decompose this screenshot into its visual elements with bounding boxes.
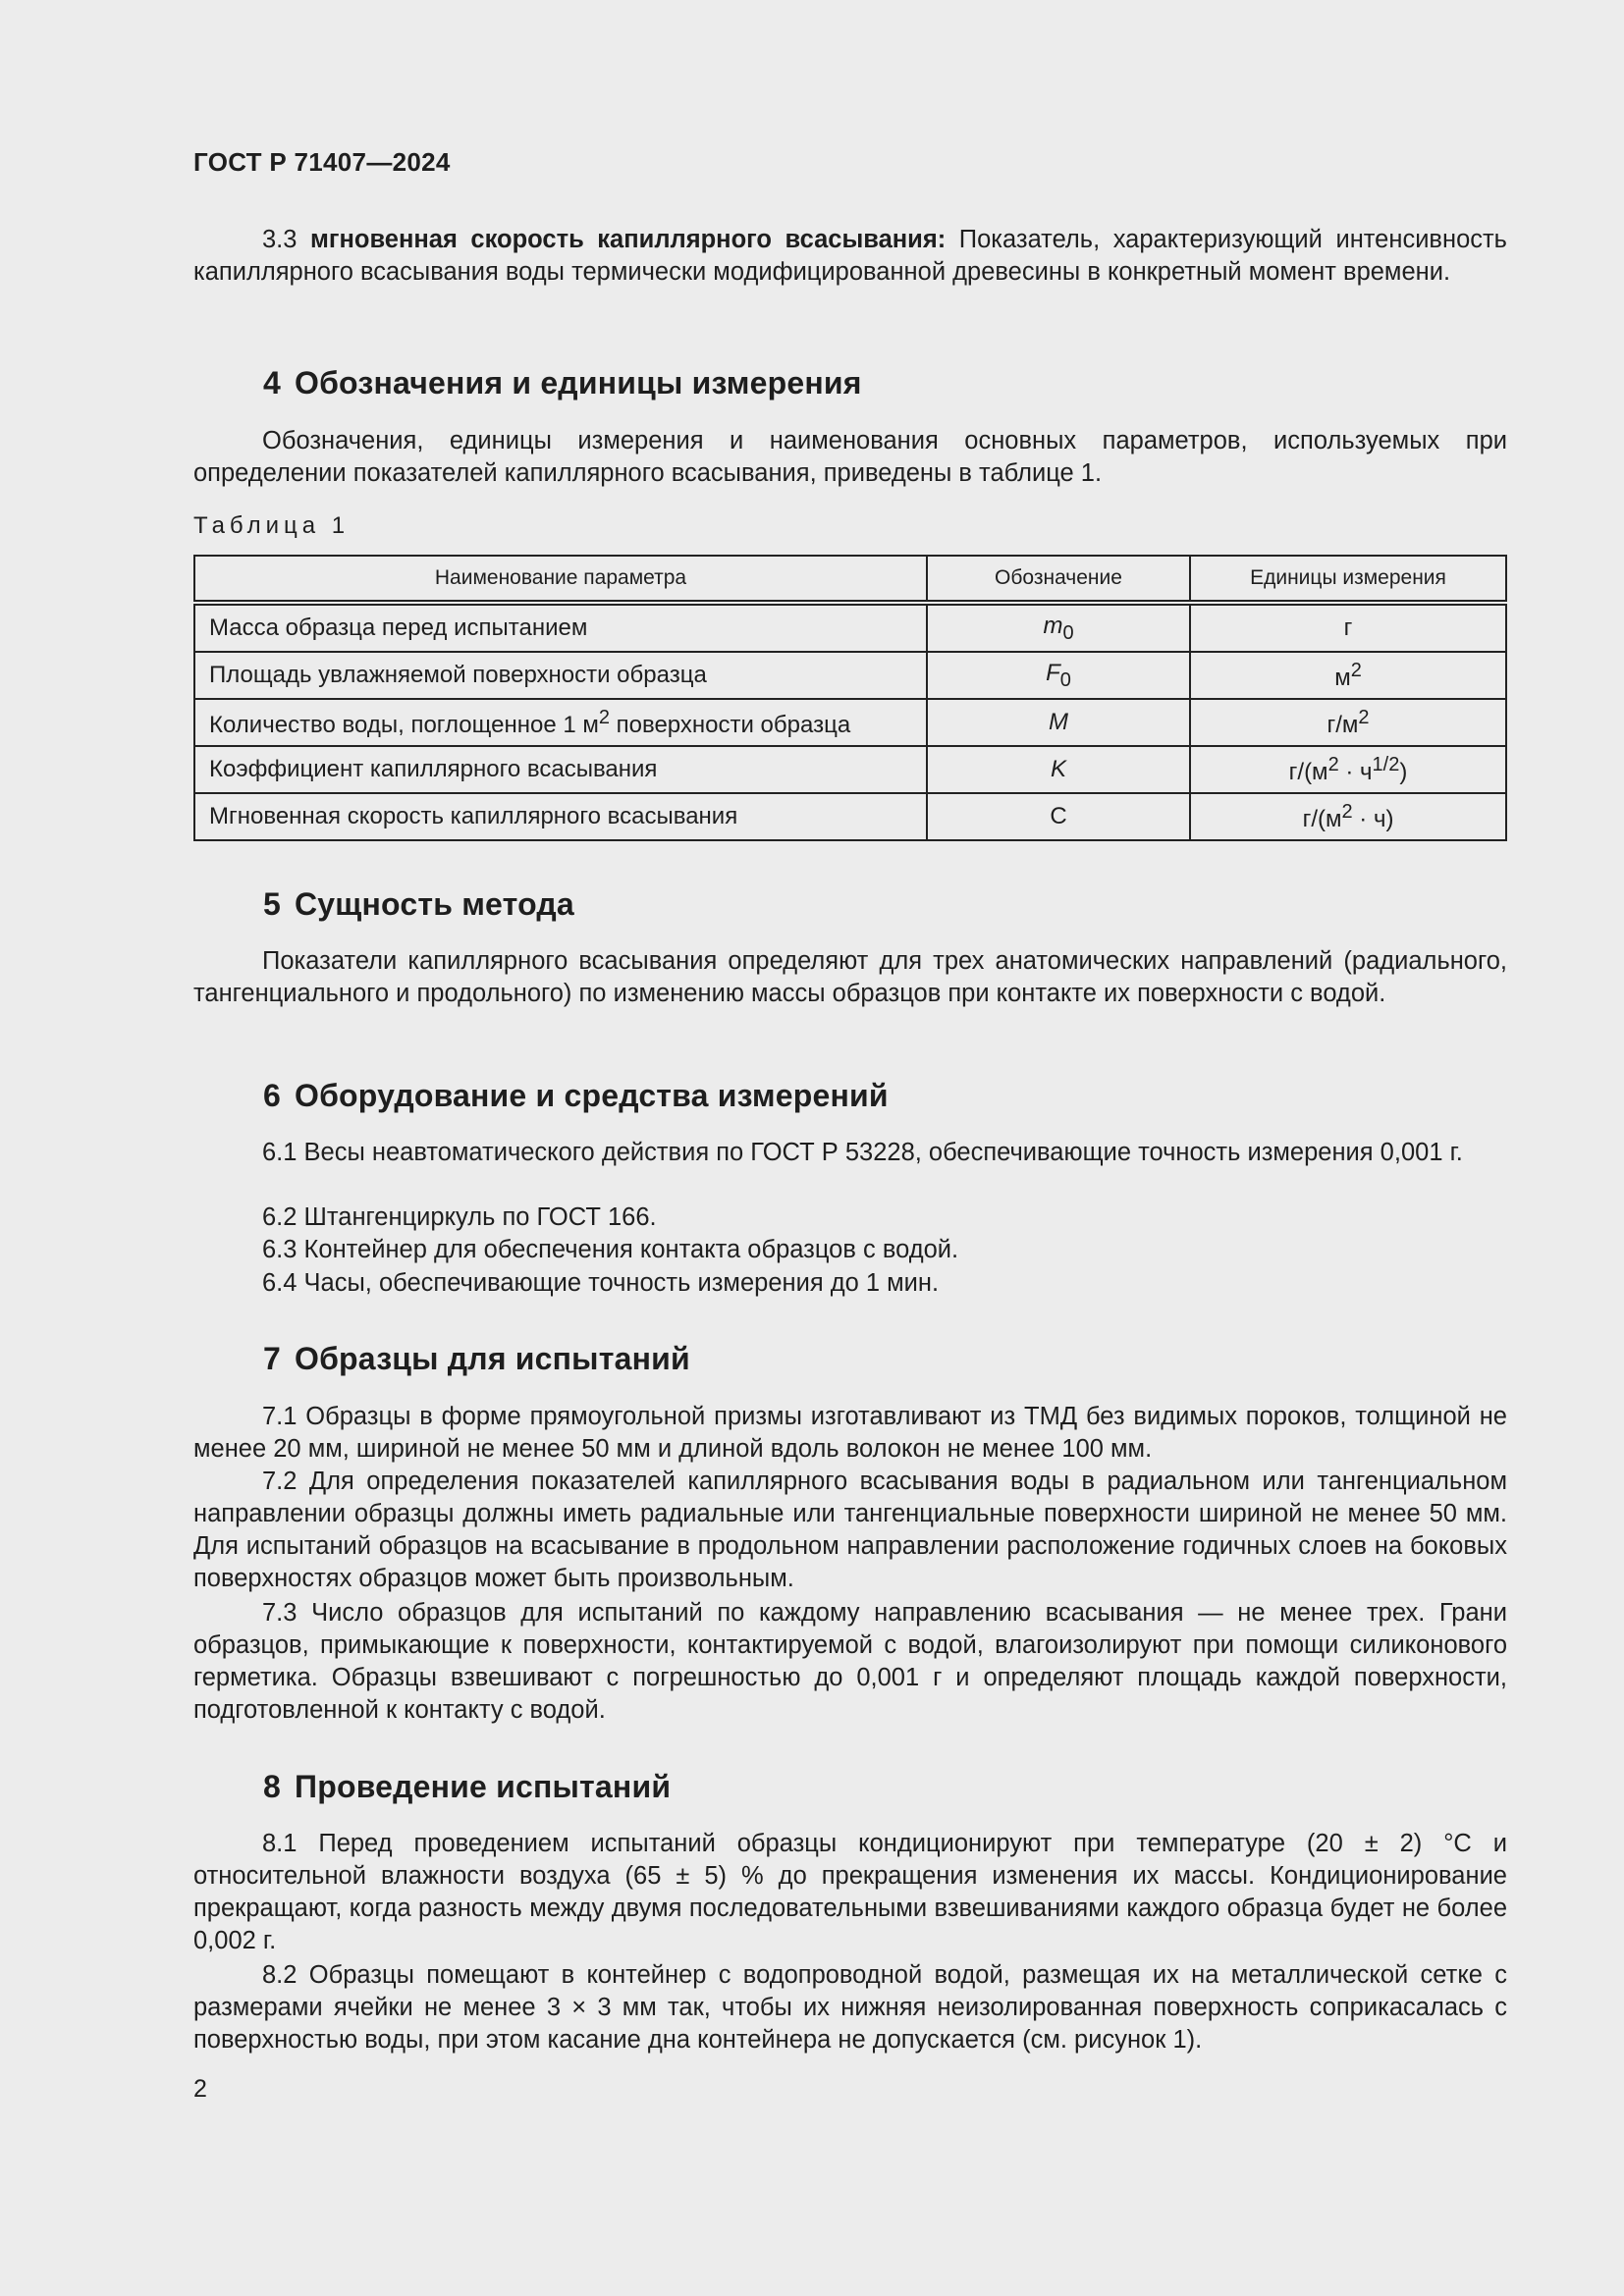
clause-7-2: 7.2 Для определения показателей капиллярного всасывания воды в радиальном или тангенциальном направлении образцы должны иметь радиальные или тангенциальные поверхности шириной не менее 50 мм. Для испытаний образцов на всасывание в продольном направлении расположение годичных слоев на боковых поверхностях образцов может быть произвольным.: [193, 1468, 1507, 1592]
section-5-heading: [263, 886, 574, 923]
clause-7-1: 7.1 Образцы в форме прямоугольной призмы изготавливают из ТМД без видимых пороков, толщиной не менее 20 мм, шириной не менее 50 мм и длиной вдоль волокон не менее 100 мм.: [193, 1403, 1507, 1463]
clause-3-3: [193, 224, 1507, 289]
section-number: 4: [263, 365, 281, 400]
param-unit: $г/(м^2 \cdot ч^{1/2})$: [1190, 746, 1506, 793]
section-title: Оборудование и средства измерений: [295, 1078, 889, 1113]
param-unit: $м^2$: [1190, 652, 1506, 699]
header-name: Наименование параметра: [194, 556, 927, 603]
param-name: Масса образца перед испытанием: [194, 603, 927, 652]
param-unit: $г/(м^2 \cdot ч)$: [1190, 793, 1506, 840]
section-number: 6: [263, 1078, 281, 1113]
table-row: [194, 746, 1506, 793]
param-unit: г: [1190, 603, 1506, 652]
table-row: [194, 793, 1506, 840]
section-5-text: Показатели капиллярного всасывания определяют для трех анатомических направлений (радиального, тангенциального и продольного) по изменению массы образцов при контакте их поверхности с водой.: [193, 947, 1507, 1007]
clause-6-4: 6.4 Часы, обеспечивающие точность измерения до 1 мин.: [262, 1269, 940, 1297]
table-row: [194, 652, 1506, 699]
document-code: ГОСТ Р 71407—2024: [193, 147, 451, 177]
page-number: 2: [193, 2075, 207, 2103]
clause-6-2: 6.2 Штангенциркуль по ГОСТ 166.: [262, 1203, 657, 1231]
section-4-text: Обозначения, единицы измерения и наименования основных параметров, используемых при определении показателей капиллярного всасывания, приведены в таблице 1.: [193, 427, 1507, 487]
section-title: Проведение испытаний: [295, 1769, 672, 1804]
section-8-heading: [263, 1769, 671, 1805]
clause-7-3: 7.3 Число образцов для испытаний по каждому направлению всасывания — не менее трех. Грани образцов, примыкающие к поверхности, контактируемой с водой, влагоизолируют при помощи силиконового герметика. Образцы взвешивают с погрешностью до 0,001 г и определяют площадь каждой поверхности, подготовленной к контакту с водой.: [193, 1599, 1507, 1724]
clause-8-2: 8.2 Образцы помещают в контейнер с водопроводной водой, размещая их на металлической сетке с размерами ячейки не менее 3 × 3 мм так, чтобы их нижняя неизолированная поверхность соприкасалась с поверхностью воды, при этом касание дна контейнера не допускается (см. рисунок 1).: [193, 1961, 1507, 2054]
param-name: Количество воды, поглощенное 1 $м^2$ поверхности образца: [194, 699, 927, 746]
header-unit: Единицы измерения: [1190, 556, 1506, 603]
section-number: 7: [263, 1341, 281, 1376]
param-symbol: $F_0$: [927, 652, 1190, 699]
clause-number: 3.3: [262, 226, 298, 253]
parameters-table: [193, 555, 1507, 841]
table-row: [194, 603, 1506, 652]
param-symbol: C: [927, 793, 1190, 840]
section-6-heading: [263, 1078, 889, 1114]
section-number: 8: [263, 1769, 281, 1804]
param-symbol: $m_0$: [927, 603, 1190, 652]
param-name: Коэффициент капиллярного всасывания: [194, 746, 927, 793]
param-symbol: M: [927, 699, 1190, 746]
table-header-row: [194, 556, 1506, 603]
section-title: Обозначения и единицы измерения: [295, 365, 862, 400]
section-4-heading: [263, 365, 862, 401]
clause-8-1: 8.1 Перед проведением испытаний образцы кондиционируют при температуре (20 ± 2) °С и относительной влажности воздуха (65 ± 5) % до прекращения изменения их массы. Кондиционирование прекращают, когда разность между двумя последовательными взвешиваниями каждого образца будет не более 0,002 г.: [193, 1830, 1507, 1954]
header-symbol: Обозначение: [927, 556, 1190, 603]
clause-6-3: 6.3 Контейнер для обеспечения контакта образцов с водой.: [262, 1236, 959, 1263]
section-number: 5: [263, 886, 281, 922]
param-symbol: K: [927, 746, 1190, 793]
param-unit: $г/м^2$: [1190, 699, 1506, 746]
param-name: Мгновенная скорость капиллярного всасывания: [194, 793, 927, 840]
section-title: Образцы для испытаний: [295, 1341, 690, 1376]
table-row: [194, 699, 1506, 746]
section-7-heading: [263, 1341, 690, 1377]
table-caption: Таблица 1: [193, 512, 351, 539]
clause-6-1: 6.1 Весы неавтоматического действия по ГОСТ Р 53228, обеспечивающие точность измерения 0,001 г.: [262, 1139, 1463, 1166]
section-title: Сущность метода: [295, 886, 574, 922]
term-text: Показатель, характеризующий интенсивность капиллярного всасывания воды термически модифицированной древесины в конкретный момент времени.: [193, 226, 1507, 286]
term-definition: мгновенная скорость капиллярного всасывания:: [310, 226, 947, 253]
param-name: Площадь увлажняемой поверхности образца: [194, 652, 927, 699]
